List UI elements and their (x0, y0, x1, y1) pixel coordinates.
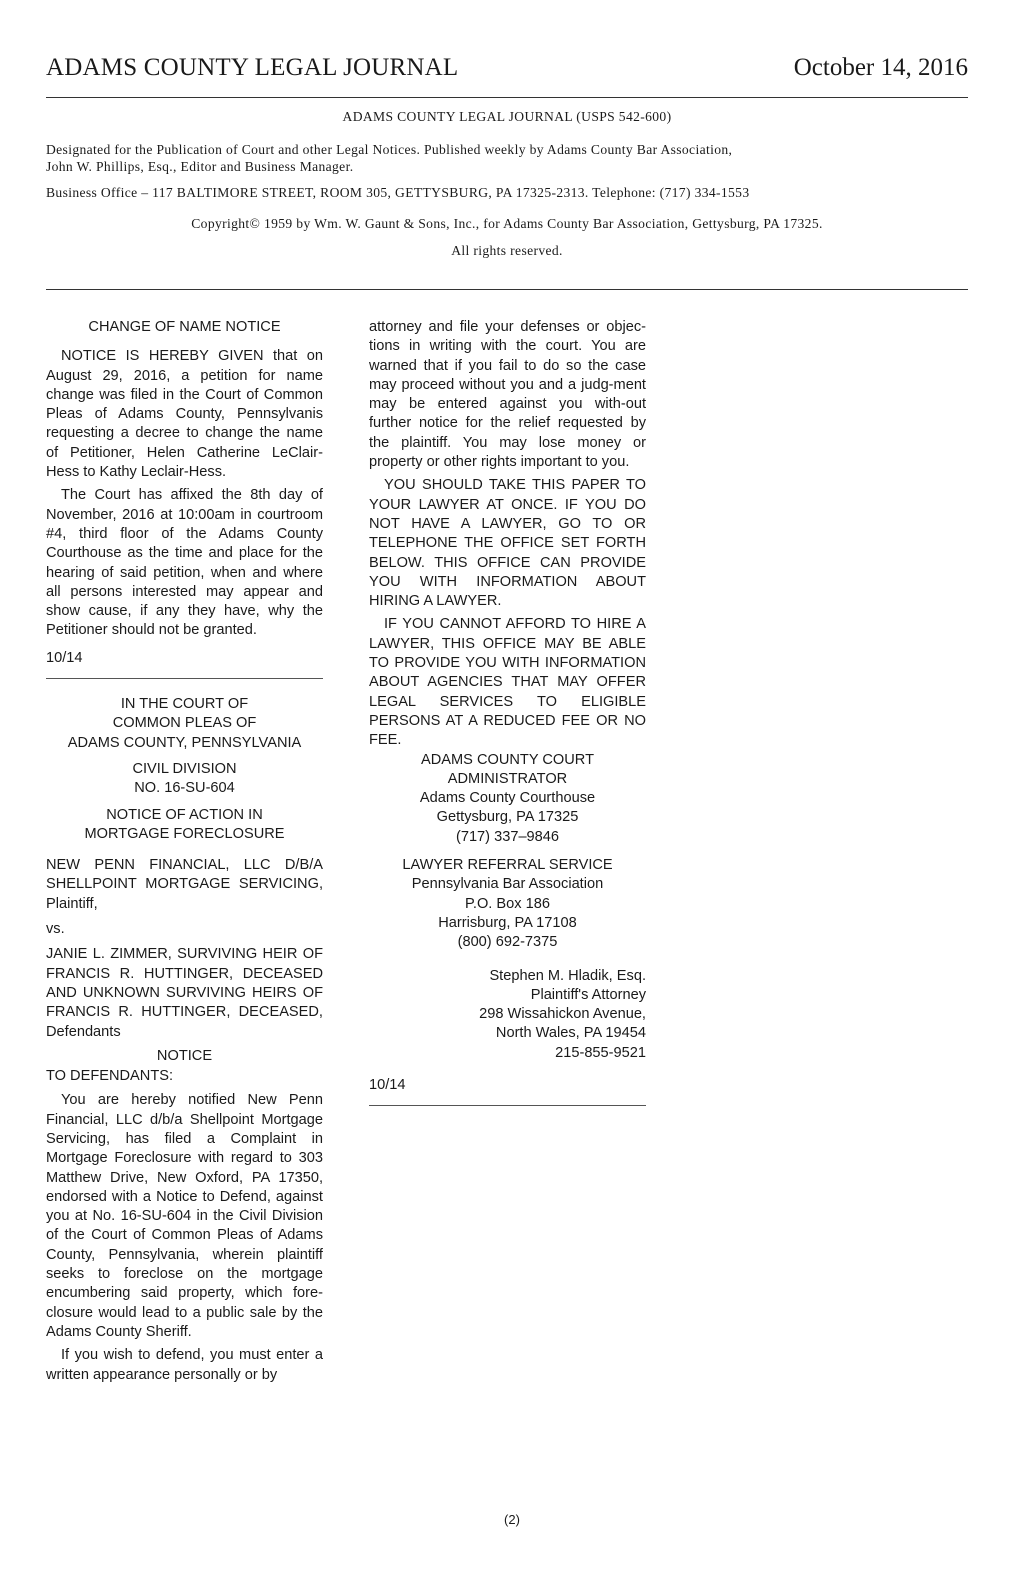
admin-line: ADAMS COUNTY COURT (421, 751, 594, 768)
plaintiff-caption: NEW PENN FINANCIAL, LLC D/B/A SHELLPOINT MORTGAGE SERVICING, Plaintiff, (46, 857, 323, 912)
case-number: NO. 16-SU-604 (134, 780, 235, 797)
name-change-heading: CHANGE OF NAME NOTICE (88, 319, 281, 335)
referral-line: LAWYER REFERRAL SERVICE (402, 857, 613, 874)
middle-column (369, 318, 646, 1106)
referral-line: Harrisburg, PA 17108 (438, 914, 577, 931)
notice-heading: NOTICE (156, 1047, 213, 1064)
name-change-date-code: 10/14 (46, 649, 83, 666)
court-line-3: ADAMS COUNTY, PENNSYLVANIA (67, 734, 302, 751)
masthead-title: ADAMS COUNTY LEGAL JOURNAL (USPS 542-600) (342, 109, 672, 124)
foreclosure-para-2-start: If you wish to defend, you must enter a written appearance personally or by (46, 1347, 323, 1383)
masthead-business-office: Business Office – 117 BALTIMORE STREET, ROOM 305, GETTYSBURG, PA 17325-2313. Telephone: (717) 334-1553 (46, 185, 750, 200)
attorney-line: Plaintiff's Attorney (530, 986, 646, 1003)
masthead-designation: Designated for the Publication of Court and other Legal Notices. Published weekly by Adams County Bar Association, (46, 142, 733, 157)
masthead (46, 108, 968, 259)
admin-line: Adams County Courthouse (419, 790, 596, 807)
journal-title: ADAMS COUNTY LEGAL JOURNAL (46, 54, 459, 81)
referral-line: P.O. Box 186 (465, 895, 550, 912)
masthead-rule (46, 289, 968, 290)
action-line-1: NOTICE OF ACTION IN (106, 806, 263, 823)
court-line-1: IN THE COURT OF (120, 696, 249, 713)
notice-end-separator (369, 1105, 646, 1106)
referral-line: (800) 692-7375 (457, 934, 558, 951)
foreclosure-para-4: IF YOU CANNOT AFFORD TO HIRE A LAWYER, THIS OFFICE MAY BE ABLE TO PROVIDE YOU WITH INFORMATION ABOUT AGENCIES THAT MAY OFFER LEGAL SERVICES TO ELIGIBLE PERSONS AT A REDUCED FEE OR NO FEE. (369, 616, 646, 749)
court-line-2: COMMON PLEAS OF (112, 715, 257, 732)
versus: vs. (46, 921, 65, 938)
notice-separator (46, 678, 323, 679)
court-administrator-block (369, 751, 646, 847)
left-column (46, 318, 323, 1385)
admin-line: Gettysburg, PA 17325 (436, 809, 579, 826)
admin-line: ADMINISTRATOR (447, 770, 568, 787)
attorney-block (369, 967, 646, 1063)
name-change-para-1: NOTICE IS HEREBY GIVEN that on August 29, 2016, a petition for name change was filed in the Court of Common Pleas of Adams County, Pennsylvanis requesting a decree to change the name of Petitioner, Helen Catherine LeClair-Hess to Kathy Leclair-Hess. (46, 348, 323, 481)
name-change-para-2: The Court has affixed the 8th day of November, 2016 at 10:00am in courtroom #4, third floor of the Adams County Courthouse as the time and place for the hearing of said petition, when and where all persons interested may appear and show cause, if any they have, why the Petitioner should not be granted. (46, 487, 323, 639)
foreclosure-para-1: You are hereby notified New Penn Financial, LLC d/b/a Shellpoint Mortgage Servicing, has filed a Complaint in Mortgage Foreclosure with regard to 303 Matthew Drive, New Oxford, PA 17350, endorsed with a Notice to Defend, against you at No. 16-SU-604 in the Civil Division of the Court of Common Pleas of Adams County, Pennsylvania, wherein plaintiff seeks to foreclose on the mortgage encumbering said property, which fore-closure would lead to a public sale by the Adams County Sheriff. (46, 1092, 323, 1340)
masthead-rights: All rights reserved. (451, 243, 563, 258)
attorney-line: North Wales, PA 19454 (495, 1025, 646, 1042)
attorney-line: 298 Wissahickon Avenue, (479, 1006, 646, 1023)
attorney-line: 215-855-9521 (555, 1044, 646, 1061)
division-line-1: CIVIL DIVISION (132, 760, 237, 777)
masthead-editor: John W. Phillips, Esq., Editor and Business Manager. (46, 159, 354, 174)
header-rule (46, 97, 968, 98)
defendants-caption: JANIE L. ZIMMER, SURVIVING HEIR OF FRANCIS R. HUTTINGER, DECEASED AND UNKNOWN SURVIVING HEIRS OF FRANCIS R. HUTTINGER, DECEASED, Defendants (46, 946, 323, 1040)
foreclosure-para-2-cont: attorney and file your defenses or objec-tions in writing with the court. You are warned that if you fail to do so the case may proceed without you and a judg-ment may be entered against you with-out further notice for the relief requested by the plaintiff. You may lose money or property or other rights important to you. (369, 319, 646, 471)
masthead-copyright: Copyright© 1959 by Wm. W. Gaunt & Sons, Inc., for Adams County Bar Association, Gettysburg, PA 17325. (191, 216, 823, 231)
journal-header (46, 54, 968, 98)
page-number: (2) (504, 1512, 520, 1527)
issue-date: October 14, 2016 (793, 54, 968, 81)
foreclosure-date-code: 10/14 (369, 1076, 406, 1093)
action-line-2: MORTGAGE FORECLOSURE (84, 825, 285, 842)
attorney-line: Stephen M. Hladik, Esq. (489, 967, 646, 984)
lawyer-referral-block (369, 856, 646, 952)
foreclosure-para-3: YOU SHOULD TAKE THIS PAPER TO YOUR LAWYER AT ONCE. IF YOU DO NOT HAVE A LAWYER, GO TO OR TELEPHONE THE OFFICE SET FORTH BELOW. THIS OFFICE CAN PROVIDE YOU WITH INFORMATION ABOUT HIRING A LAWYER. (369, 477, 646, 610)
admin-line: (717) 337–9846 (455, 828, 560, 845)
to-defendants: TO DEFENDANTS: (46, 1068, 174, 1085)
referral-line: Pennsylvania Bar Association (411, 876, 604, 893)
